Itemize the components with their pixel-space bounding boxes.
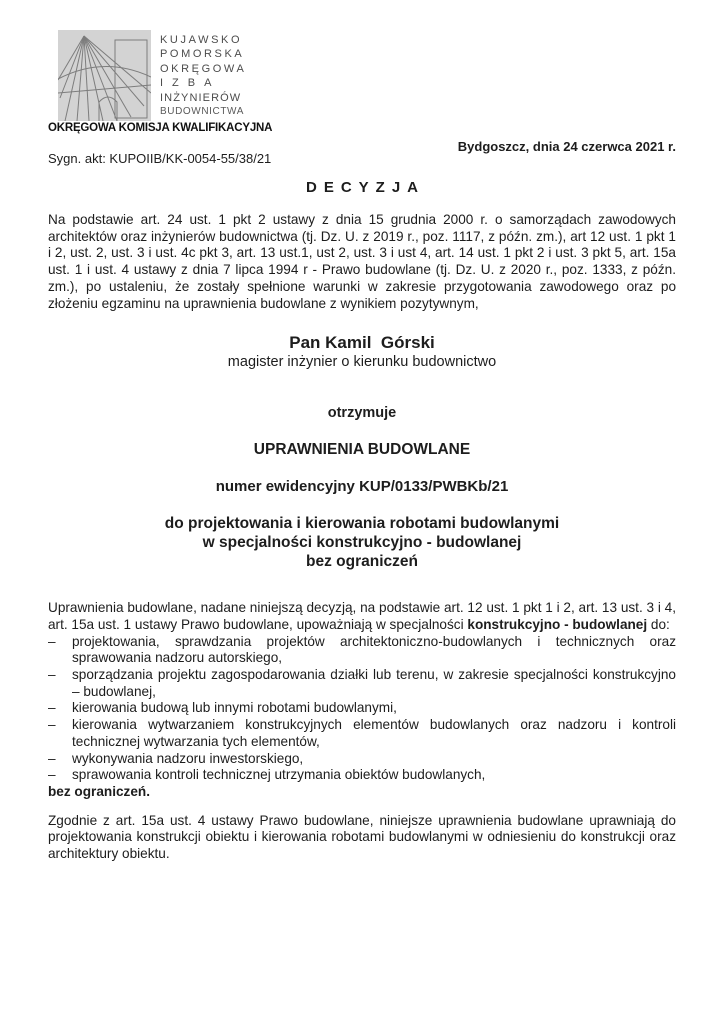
list-item-text: kierowania wytwarzaniem konstrukcyjnych elementów budowlanych oraz nadzoru i kontroli technicznej wytwarzania tych elementów, <box>72 717 676 749</box>
organization-name <box>151 30 246 119</box>
final-paragraph: Zgodnie z art. 15a ust. 4 ustawy Prawo budowlane, niniejsze uprawnienia budowlane uprawniają do projektowania konstrukcji obiektu i kierowania robotami budowlanymi w odniesieniu do konstrukcji oraz architektury obiektu. <box>48 812 676 862</box>
list-item <box>48 700 676 717</box>
list-item <box>48 751 676 768</box>
org-line: BUDOWNICTWA <box>160 106 244 118</box>
place-and-date: Bydgoszcz, dnia 24 czerwca 2021 r. <box>457 139 676 154</box>
legal-basis-paragraph: Na podstawie art. 24 ust. 1 pkt 2 ustawy z dnia 15 grudnia 2000 r. o samorządach zawodowych architektów oraz inżynierów budownictwa (tj. Dz. U. z 2019 r., poz. 1117, z późn. zm.), art 12 ust. 1 pkt 1 i 2, ust. 2, ust. 3 i ust. 4c pkt 3, art. 13 ust.1, ust 2, ust. 3 i ust 4, art. 14 ust. 1 pkt 2 i ust. 3 pkt 5, art. 15a ust. 1 i ust. 4 ustawy z dnia 7 lipca 1994 r - Prawo budowlane (tj. Dz. U. z 2020 r., poz. 1333, z późn. zm.), po ustaleniu, że zostały spełnione warunki w zakresie przygotowania zawodowego oraz po złożeniu egzaminu na uprawnienia budowlane z wynikiem pozytywnym, <box>48 212 676 311</box>
scope-line: w specjalności konstrukcyjno - budowlanej <box>202 534 522 552</box>
letterhead <box>48 30 676 134</box>
lead-text: Uprawnienia budowlane, nadane niniejszą decyzją, na podstawie art. 12 ust. 1 pkt 1 i 2, art. 13 ust. 3 i 4, art. 15a ust. 1 ustawy Prawo budowlane, upoważniają w specjalności <box>48 600 676 632</box>
dash-marker: – <box>48 767 56 783</box>
grant-title: UPRAWNIENIA BUDOWLANE <box>253 441 471 459</box>
dash-marker: – <box>48 717 56 733</box>
specialty-bold: konstrukcyjno - budowlanej <box>467 616 648 632</box>
list-item-text: kierowania budową lub innymi robotami budowlanymi, <box>72 700 397 716</box>
list-item-text: wykonywania nadzoru inwestorskiego, <box>72 750 304 766</box>
org-line: INŻYNIERÓW <box>160 91 242 104</box>
case-number: Sygn. akt: KUPOIIB/KK-0054-55/38/21 <box>48 151 272 166</box>
org-line: IZBA <box>160 77 221 90</box>
recipient-name: Pan Kamil Górski <box>289 333 435 353</box>
list-item <box>48 717 676 750</box>
document-title: DECYZJA <box>305 179 425 196</box>
list-item-text: sporządzania projektu zagospodarowania działki lub terenu, w zakresie specjalności konstrukcyjno – budowlanej, <box>72 667 676 699</box>
list-item-text: projektowania, sprawdzania projektów architektoniczno-budowlanych i technicznych oraz sprawowania nadzoru autorskiego, <box>72 633 676 666</box>
qualification-committee-name: OKRĘGOWA KOMISJA KWALIFIKACYJNA <box>48 122 273 134</box>
registry-number: numer ewidencyjny KUP/0133/PWBKb/21 <box>215 478 509 496</box>
lead-text-after: do: <box>647 616 670 632</box>
recipient-degree: magister inżynier o kierunku budownictwo <box>227 354 497 371</box>
scope-statement <box>48 514 676 571</box>
dash-marker: – <box>48 667 56 683</box>
dash-marker: – <box>48 750 56 766</box>
authorization-lead <box>48 600 676 633</box>
authorization-section <box>48 600 676 800</box>
chamber-logo-bridge-icon <box>58 30 151 121</box>
dash-marker: – <box>48 700 56 716</box>
list-item <box>48 634 676 667</box>
receives-label: otrzymuje <box>327 405 397 422</box>
authorization-list <box>48 634 676 784</box>
org-line: KUJAWSKO <box>160 34 243 46</box>
org-line: POMORSKA <box>160 48 245 61</box>
scope-line: bez ograniczeń <box>306 553 418 571</box>
list-item <box>48 767 676 784</box>
org-line: OKRĘGOWA <box>160 62 247 75</box>
list-item-text: sprawowania kontroli technicznej utrzymania obiektów budowlanych, <box>72 767 486 783</box>
scope-line: do projektowania i kierowania robotami budowlanymi <box>164 515 560 533</box>
list-item <box>48 667 676 700</box>
dash-marker: – <box>48 633 56 649</box>
without-limitations-statement: bez ograniczeń. <box>48 783 150 799</box>
